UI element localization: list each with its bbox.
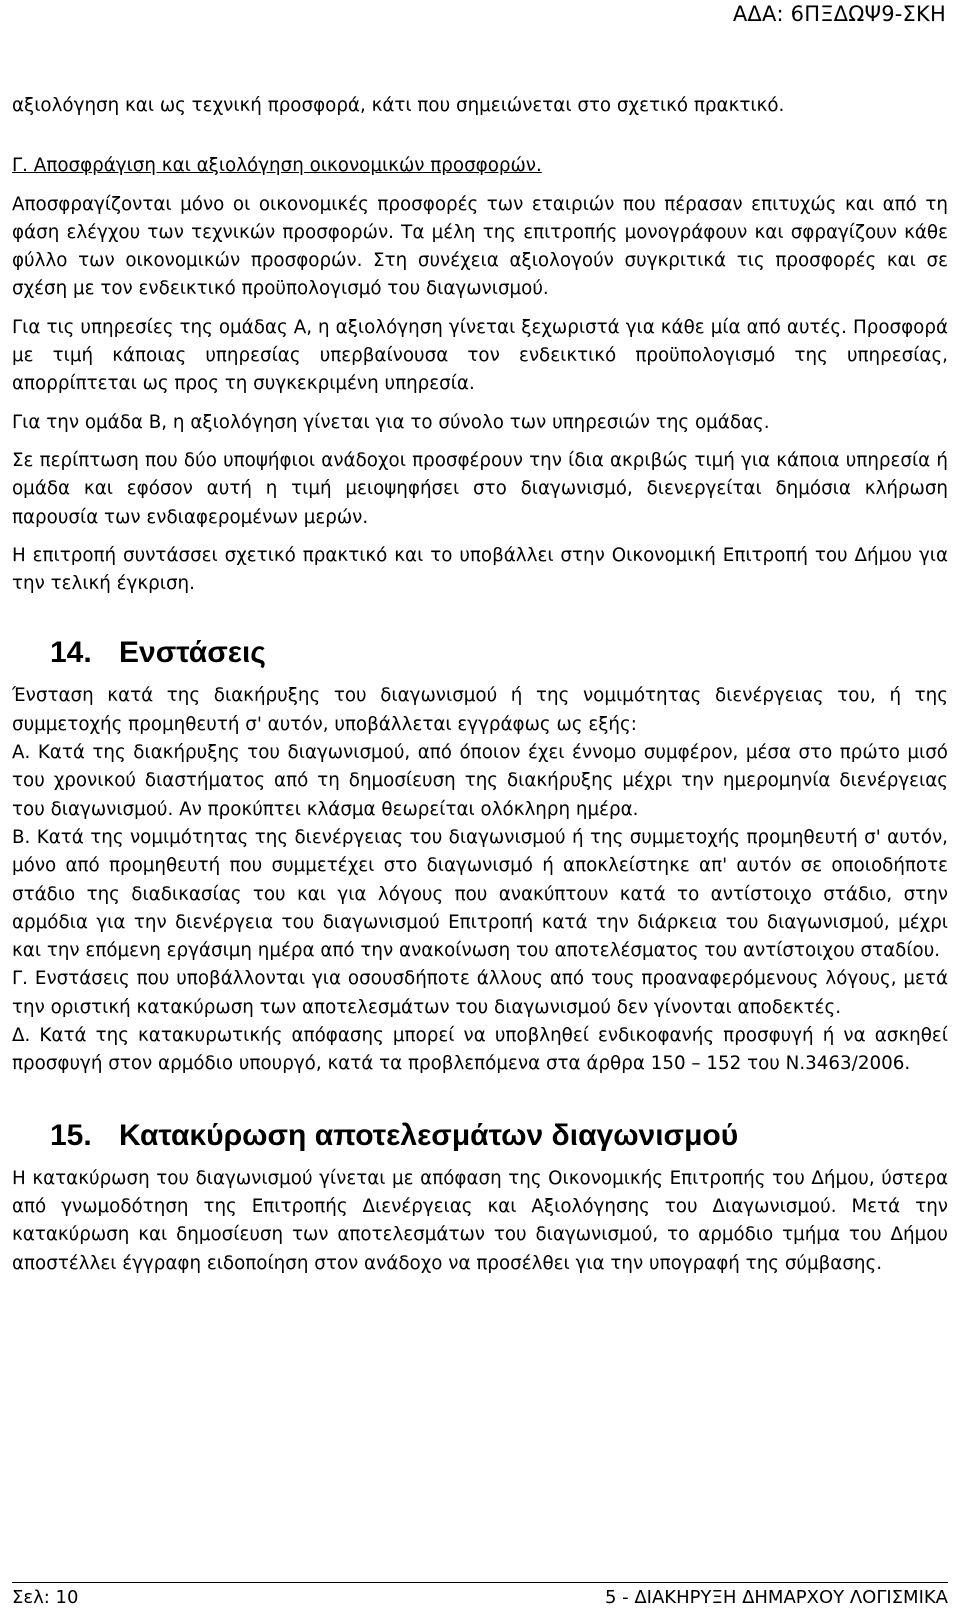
- section-number: 15.: [50, 1118, 92, 1152]
- paragraph: Αποσφραγίζονται μόνο οι οικονομικές προσφορές των εταιριών που πέρασαν επιτυχώς και από τη φάση ελέγχου των τεχνικών προσφορών. Τα μέλη της επιτροπής μονογράφουν και σφραγίζουν κάθε φύλλο των οικονομικών προσφορών. Στη συνέχεια αξιολογούν συγκριτικά τις προσφορές και σε σχέση με τον ενδεικτικό προϋπολογισμό του διαγωνισμού.: [12, 193, 948, 300]
- list-item: Δ. Κατά της κατακυρωτικής απόφασης μπορεί να υποβληθεί ενδικοφανής προσφυγή ή να ασκηθεί προσφυγή στον αρμόδιο υπουργό, κατά τα προβλεπόμενα στα άρθρα 150 – 152 του Ν.3463/2006.: [12, 1025, 948, 1075]
- section-heading-15: [12, 1119, 948, 1153]
- paragraph: Σε περίπτωση που δύο υποψήφιοι ανάδοχοι προσφέρουν την ίδια ακριβώς τιμή για κάποια υπηρεσία ή ομάδα και εφόσον αυτή η τιμή μειοψηφήσει στο διαγωνισμό, διενεργείται δημόσια κλήρωση παρουσία των ενδιαφερομένων μερών.: [12, 449, 948, 528]
- section-heading-14: [12, 636, 948, 670]
- list-item: Γ. Ενστάσεις που υποβάλλονται για οσουσδήποτε άλλους από τους προαναφερόμενους λόγους, μετά την οριστική κατακύρωση των αποτελεσμάτων του διαγωνισμού δεν γίνονται αποδεκτές.: [12, 968, 948, 1018]
- document-body: [12, 92, 948, 1278]
- list-item: Β. Κατά της νομιμότητας της διενέργειας του διαγωνισμού ή της συμμετοχής προμηθευτή σ' αυτόν, μόνο από προμηθευτή που συμμετέχει στο διαγωνισμό ή αποκλείστηκε απ' αυτόν σε οποιοδήποτε στάδιο της διαδικασίας του και για λόγους που ανακύπτουν κατά το αντίστοιχο στάδιο, στην αρμόδια για την διενέργεια του διαγωνισμού Επιτροπή κατά την διάρκεια του διαγωνισμού, μέχρι και την επόμενη εργάσιμη ημέρα από την ανακοίνωση του αποτελέσματος του αντίστοιχου σταδίου.: [12, 826, 948, 962]
- section-title: Κατακύρωση αποτελεσμάτων διαγωνισμού: [119, 1118, 739, 1152]
- ada-code: ΑΔΑ: 6ΠΞΔΩΨ9-ΣΚΗ: [732, 2, 946, 26]
- document-label: 5 - ΔΙΑΚΗΡΥΞΗ ΔΗΜΑΡΧΟΥ ΛΟΓΙΣΜΙΚΑ: [604, 1587, 948, 1608]
- list-item: Α. Κατά της διακήρυξης του διαγωνισμού, από όποιον έχει έννομο συμφέρον, μέσα στο πρώτο μισό του χρονικού διαστήματος από τη δημοσίευση της διακήρυξης μέχρι την ημερομηνία διενέργειας του διαγωνισμού. Αν προκύπτει κλάσμα θεωρείται ολόκληρη ημέρα.: [12, 742, 948, 820]
- paragraph: αξιολόγηση και ως τεχνική προσφορά, κάτι που σημειώνεται στο σχετικό πρακτικό.: [12, 95, 785, 116]
- paragraph: Για την ομάδα Β, η αξιολόγηση γίνεται για το σύνολο των υπηρεσιών της ομάδας.: [12, 411, 770, 433]
- subheading-gamma: Γ. Αποσφράγιση και αξιολόγηση οικονομικών προσφορών.: [12, 155, 542, 177]
- page-footer: [12, 1582, 948, 1613]
- section-number: 14.: [50, 636, 92, 670]
- paragraph: Για τις υπηρεσίες της ομάδας Α, η αξιολόγηση γίνεται ξεχωριστά για κάθε μία από αυτές. Προσφορά με τιμή κάποιας υπηρεσίας υπερβαίνουσα τον ενδεικτικό προϋπολογισμό της υπηρεσίας, απορρίπτεται ως προς τη συγκεκριμένη υπηρεσία.: [12, 316, 948, 395]
- paragraph: Ένσταση κατά της διακήρυξης του διαγωνισμού ή της νομιμότητας διενέργειας του, ή της συμμετοχής προμηθευτή σ' αυτόν, υποβάλλεται εγγράφως ως εξής:: [12, 685, 948, 735]
- page-number: Σελ: 10: [12, 1587, 79, 1608]
- paragraph: Η κατακύρωση του διαγωνισμού γίνεται με απόφαση της Οικονομικής Επιτροπής του Δήμου, ύστερα από γνωμοδότηση της Επιτροπής Διενέργειας και Αξιολόγησης του Διαγωνισμού. Μετά την κατακύρωση και δημοσίευση των αποτελεσμάτων του διαγωνισμού, το αρμόδιο τμήμα του Δήμου αποστέλλει έγγραφη ειδοποίηση στον ανάδοχο να προσέλθει για την υπογραφή της σύμβασης.: [12, 1167, 948, 1274]
- paragraph: Η επιτροπή συντάσσει σχετικό πρακτικό και το υποβάλλει στην Οικονομική Επιτροπή του Δήμου για την τελική έγκριση.: [12, 544, 948, 595]
- section-title: Ενστάσεις: [119, 636, 266, 670]
